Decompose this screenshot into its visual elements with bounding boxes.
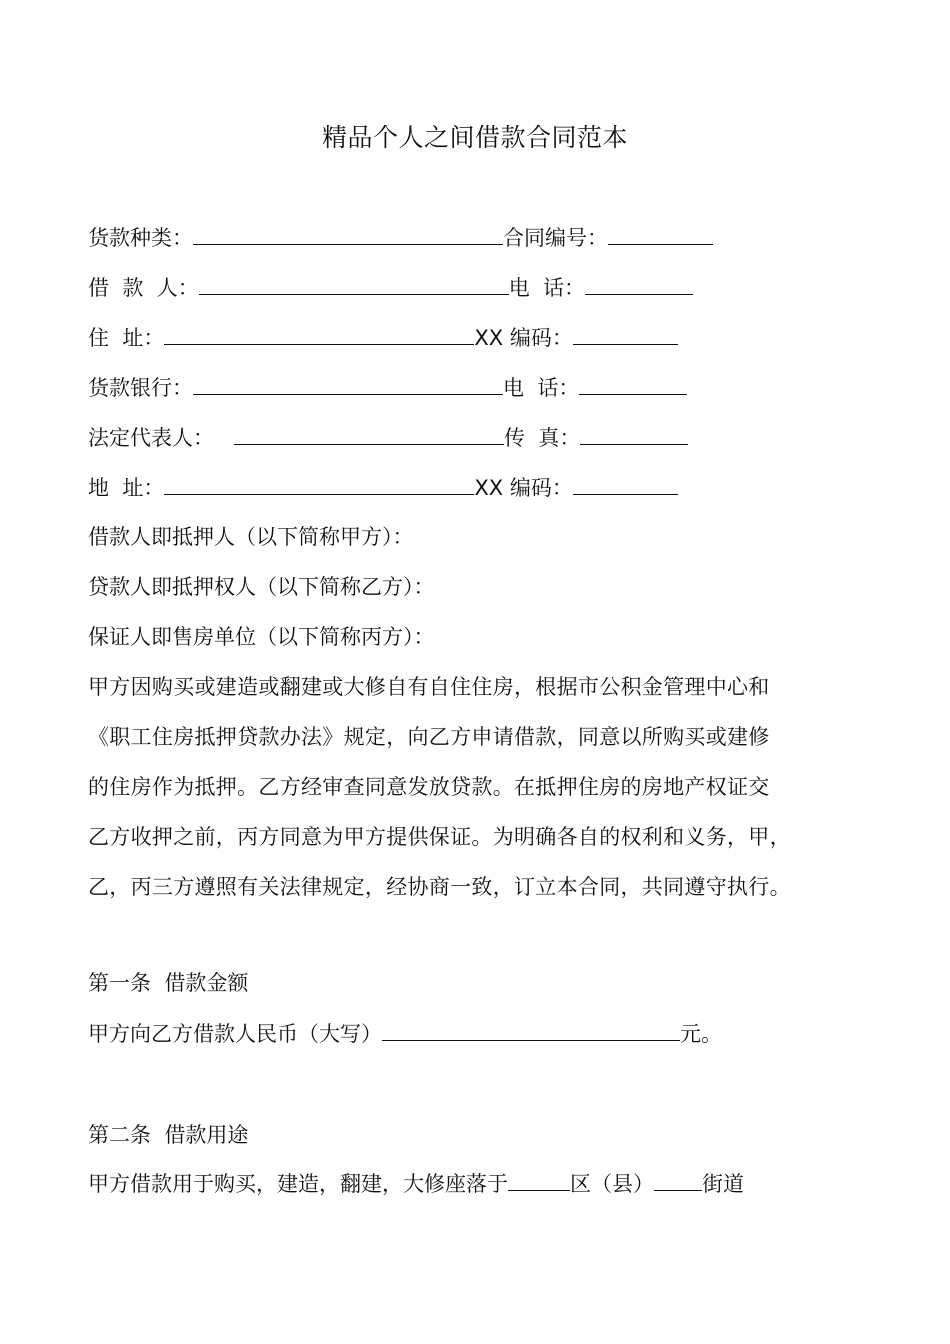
loan-amount-blank[interactable]: [382, 1018, 680, 1041]
postcode-blank-1[interactable]: [573, 322, 678, 345]
party-c-line: 保证人即售房单位（以下简称丙方）：: [88, 625, 435, 649]
legal-rep-blank[interactable]: [234, 422, 504, 445]
preamble-line-5: 乙，丙三方遵照有关法律规定，经协商一致，订立本合同，共同遵守执行。: [88, 875, 791, 899]
address-label-2: 地 址：: [88, 476, 165, 500]
lending-bank-label: 货款银行：: [88, 376, 193, 400]
article-2-text-part3: 街道: [702, 1172, 744, 1196]
preamble-line-3: 的住房作为抵押。乙方经审查同意发放贷款。在抵押住房的房地产权证交: [88, 775, 770, 799]
phone-label-1: 电 话：: [508, 276, 586, 300]
address-label-1: 住 址：: [88, 326, 165, 350]
postcode-blank-2[interactable]: [573, 472, 678, 495]
field-row-lending-bank: [88, 372, 687, 403]
postcode-xx-1: XX: [474, 326, 504, 350]
address-blank-1[interactable]: [164, 322, 474, 345]
postcode-label-2: 编码：: [503, 476, 573, 500]
field-row-borrower: [88, 272, 693, 303]
phone-label-2: 电 话：: [503, 376, 580, 400]
postcode-xx-2: XX: [474, 476, 504, 500]
article-2-text: [88, 1168, 744, 1199]
street-blank[interactable]: [654, 1168, 702, 1191]
document-title: 精品个人之间借款合同范本: [321, 123, 628, 152]
contract-no-blank[interactable]: [608, 222, 713, 245]
preamble-line-4: 乙方收押之前，丙方同意为甲方提供保证。为明确各自的权利和义务，甲，: [88, 825, 791, 849]
fax-label: 传 真：: [504, 426, 581, 450]
borrower-blank[interactable]: [199, 272, 509, 295]
lending-bank-blank[interactable]: [193, 372, 503, 395]
article-1-text-after: 元。: [680, 1022, 722, 1046]
preamble-line-2: 《职工住房抵押贷款办法》规定，向乙方申请借款，同意以所购买或建修: [88, 725, 770, 749]
article-1-heading: 第一条 借款金额: [88, 971, 249, 995]
field-row-address-2: [88, 472, 678, 503]
fax-blank[interactable]: [580, 422, 688, 445]
article-2-text-part1: 甲方借款用于购买，建造，翻建，大修座落于: [88, 1172, 508, 1196]
article-2-text-part2: 区（县）: [570, 1172, 654, 1196]
phone-blank-2[interactable]: [579, 372, 687, 395]
contract-no-label: 合同编号：: [503, 226, 608, 250]
field-row-legal-rep: [88, 422, 688, 453]
article-1-text-before: 甲方向乙方借款人民币（大写）: [88, 1022, 382, 1046]
district-blank[interactable]: [508, 1168, 570, 1191]
party-b-line: 贷款人即抵押权人（以下简称乙方）：: [88, 575, 435, 599]
loan-type-label: 货款种类：: [88, 226, 193, 250]
postcode-label-1: 编码：: [503, 326, 573, 350]
article-1-text: [88, 1018, 722, 1049]
phone-blank-1[interactable]: [585, 272, 693, 295]
address-blank-2[interactable]: [164, 472, 474, 495]
field-row-loan-type: [88, 222, 713, 253]
field-row-address-1: [88, 322, 678, 353]
party-a-line: 借款人即抵押人（以下简称甲方）：: [88, 525, 414, 549]
loan-type-blank[interactable]: [193, 222, 503, 245]
preamble-line-1: 甲方因购买或建造或翻建或大修自有自住住房，根据市公积金管理中心和: [88, 675, 770, 699]
borrower-label: 借 款 人：: [88, 276, 199, 300]
legal-rep-label: 法定代表人：: [88, 426, 214, 450]
article-2-heading: 第二条 借款用途: [88, 1123, 249, 1147]
